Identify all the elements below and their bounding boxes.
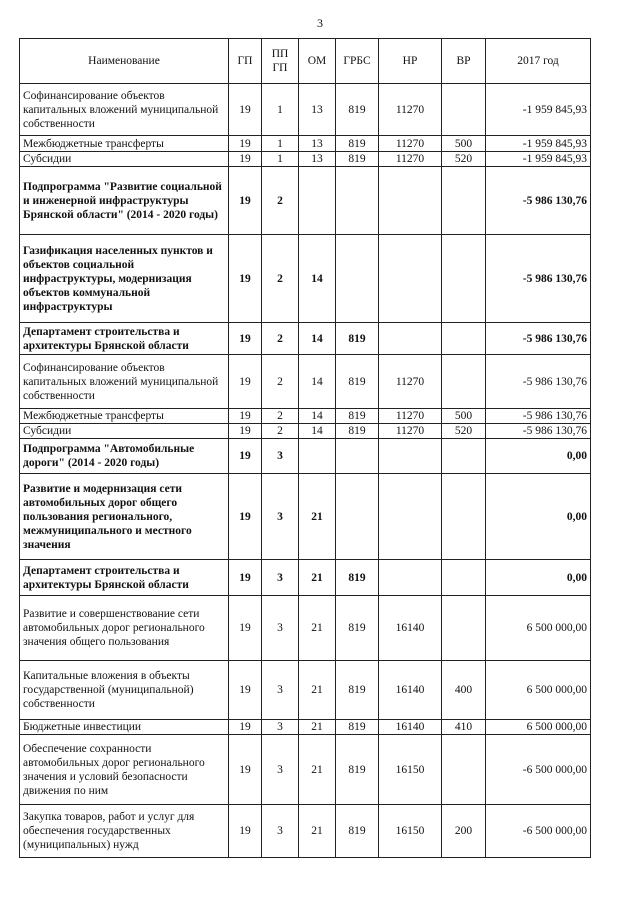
- cell-grbs: 819: [336, 355, 379, 409]
- col-header-ppgp: ПП ГП: [262, 39, 299, 84]
- cell-om: [299, 439, 336, 474]
- col-header-nr: НР: [379, 39, 442, 84]
- cell-grbs: 819: [336, 805, 379, 858]
- cell-grbs: 819: [336, 409, 379, 424]
- cell-vr: [442, 596, 486, 661]
- cell-gp: 19: [229, 720, 262, 735]
- col-header-year: 2017 год: [486, 39, 591, 84]
- cell-om: 13: [299, 136, 336, 152]
- cell-gp: 19: [229, 560, 262, 596]
- cell-grbs: 819: [336, 596, 379, 661]
- cell-amount: 6 500 000,00: [486, 720, 591, 735]
- cell-grbs: 819: [336, 152, 379, 167]
- cell-gp: 19: [229, 409, 262, 424]
- cell-name: Межбюджетные трансферты: [20, 136, 229, 152]
- cell-name: Департамент строительства и архитектуры Брянской области: [20, 560, 229, 596]
- table-row: [20, 439, 591, 474]
- table-row: [20, 323, 591, 355]
- cell-vr: 500: [442, 409, 486, 424]
- table-row: [20, 661, 591, 720]
- cell-amount: -6 500 000,00: [486, 805, 591, 858]
- col-header-gp: ГП: [229, 39, 262, 84]
- cell-om: 14: [299, 355, 336, 409]
- cell-grbs: 819: [336, 84, 379, 136]
- cell-grbs: [336, 474, 379, 560]
- table-row: [20, 805, 591, 858]
- cell-nr: 11270: [379, 355, 442, 409]
- cell-nr: 16150: [379, 735, 442, 805]
- cell-amount: -6 500 000,00: [486, 735, 591, 805]
- cell-grbs: 819: [336, 720, 379, 735]
- cell-vr: [442, 323, 486, 355]
- cell-name: Субсидии: [20, 152, 229, 167]
- cell-name: Подпрограмма "Автомобильные дороги" (2014 - 2020 годы): [20, 439, 229, 474]
- cell-gp: 19: [229, 805, 262, 858]
- cell-amount: 0,00: [486, 560, 591, 596]
- cell-amount: 0,00: [486, 474, 591, 560]
- cell-name: Департамент строительства и архитектуры Брянской области: [20, 323, 229, 355]
- table-row: [20, 152, 591, 167]
- col-header-grbs: ГРБС: [336, 39, 379, 84]
- cell-vr: [442, 439, 486, 474]
- cell-om: 14: [299, 424, 336, 439]
- cell-om: 14: [299, 409, 336, 424]
- cell-amount: -1 959 845,93: [486, 152, 591, 167]
- cell-grbs: 819: [336, 424, 379, 439]
- table-row: [20, 735, 591, 805]
- cell-vr: 200: [442, 805, 486, 858]
- cell-gp: 19: [229, 84, 262, 136]
- cell-ppgp: 3: [262, 560, 299, 596]
- cell-grbs: 819: [336, 560, 379, 596]
- cell-amount: -1 959 845,93: [486, 136, 591, 152]
- cell-gp: 19: [229, 424, 262, 439]
- cell-vr: [442, 560, 486, 596]
- cell-ppgp: 2: [262, 167, 299, 235]
- cell-vr: [442, 735, 486, 805]
- col-header-vr: ВР: [442, 39, 486, 84]
- cell-vr: 500: [442, 136, 486, 152]
- budget-table: [19, 38, 591, 858]
- cell-grbs: [336, 167, 379, 235]
- cell-vr: [442, 84, 486, 136]
- cell-ppgp: 3: [262, 439, 299, 474]
- cell-ppgp: 1: [262, 84, 299, 136]
- cell-nr: [379, 167, 442, 235]
- cell-om: 21: [299, 474, 336, 560]
- cell-vr: [442, 474, 486, 560]
- cell-nr: 11270: [379, 409, 442, 424]
- cell-om: [299, 167, 336, 235]
- cell-gp: 19: [229, 355, 262, 409]
- cell-amount: 0,00: [486, 439, 591, 474]
- cell-name: Развитие и модернизация сети автомобильных дорог общего пользования регионального, межмуниципального и местного значения: [20, 474, 229, 560]
- cell-gp: 19: [229, 439, 262, 474]
- cell-name: Газификация населенных пунктов и объектов социальной инфраструктуры, модернизация объектов коммунальной инфраструктуры: [20, 235, 229, 323]
- cell-ppgp: 2: [262, 424, 299, 439]
- cell-amount: -5 986 130,76: [486, 409, 591, 424]
- cell-gp: 19: [229, 596, 262, 661]
- cell-om: 21: [299, 661, 336, 720]
- cell-vr: 410: [442, 720, 486, 735]
- cell-grbs: 819: [336, 323, 379, 355]
- cell-vr: [442, 235, 486, 323]
- cell-ppgp: 3: [262, 661, 299, 720]
- cell-vr: 520: [442, 152, 486, 167]
- page-number: 3: [317, 16, 323, 30]
- cell-name: Капитальные вложения в объекты государственной (муниципальной) собственности: [20, 661, 229, 720]
- cell-gp: 19: [229, 235, 262, 323]
- cell-gp: 19: [229, 323, 262, 355]
- col-header-name: Наименование: [20, 39, 229, 84]
- cell-gp: 19: [229, 152, 262, 167]
- cell-amount: 6 500 000,00: [486, 596, 591, 661]
- cell-nr: [379, 560, 442, 596]
- table-row: [20, 84, 591, 136]
- table-row: [20, 560, 591, 596]
- cell-grbs: 819: [336, 735, 379, 805]
- cell-ppgp: 1: [262, 136, 299, 152]
- cell-ppgp: 3: [262, 474, 299, 560]
- cell-name: Закупка товаров, работ и услуг для обеспечения государственных (муниципальных) нужд: [20, 805, 229, 858]
- table-row: [20, 409, 591, 424]
- cell-nr: 16140: [379, 596, 442, 661]
- cell-nr: 11270: [379, 136, 442, 152]
- cell-vr: 400: [442, 661, 486, 720]
- cell-om: 21: [299, 596, 336, 661]
- table-row: [20, 355, 591, 409]
- col-header-om: ОМ: [299, 39, 336, 84]
- cell-nr: [379, 235, 442, 323]
- cell-ppgp: 3: [262, 596, 299, 661]
- cell-name: Софинансирование объектов капитальных вложений муниципальной собственности: [20, 355, 229, 409]
- cell-gp: 19: [229, 661, 262, 720]
- cell-nr: 11270: [379, 84, 442, 136]
- cell-grbs: 819: [336, 661, 379, 720]
- cell-grbs: 819: [336, 136, 379, 152]
- table-row: [20, 167, 591, 235]
- cell-name: Субсидии: [20, 424, 229, 439]
- cell-ppgp: 1: [262, 152, 299, 167]
- cell-ppgp: 2: [262, 235, 299, 323]
- cell-nr: 16140: [379, 720, 442, 735]
- header-row: [20, 39, 591, 84]
- cell-amount: -1 959 845,93: [486, 84, 591, 136]
- cell-vr: 520: [442, 424, 486, 439]
- cell-nr: 16150: [379, 805, 442, 858]
- cell-name: Софинансирование объектов капитальных вложений муниципальной собственности: [20, 84, 229, 136]
- table-row: [20, 720, 591, 735]
- cell-amount: -5 986 130,76: [486, 167, 591, 235]
- cell-om: 13: [299, 152, 336, 167]
- cell-ppgp: 2: [262, 323, 299, 355]
- cell-ppgp: 3: [262, 720, 299, 735]
- cell-nr: [379, 439, 442, 474]
- cell-amount: -5 986 130,76: [486, 424, 591, 439]
- cell-ppgp: 3: [262, 805, 299, 858]
- cell-amount: -5 986 130,76: [486, 235, 591, 323]
- table-row: [20, 235, 591, 323]
- cell-amount: -5 986 130,76: [486, 323, 591, 355]
- cell-nr: 11270: [379, 424, 442, 439]
- cell-vr: [442, 355, 486, 409]
- table-row: [20, 596, 591, 661]
- cell-gp: 19: [229, 136, 262, 152]
- cell-amount: 6 500 000,00: [486, 661, 591, 720]
- cell-nr: 11270: [379, 152, 442, 167]
- cell-om: 21: [299, 735, 336, 805]
- cell-name: Развитие и совершенствование сети автомобильных дорог регионального значения общего пользования: [20, 596, 229, 661]
- cell-vr: [442, 167, 486, 235]
- cell-nr: 16140: [379, 661, 442, 720]
- cell-om: 21: [299, 560, 336, 596]
- cell-om: 13: [299, 84, 336, 136]
- cell-gp: 19: [229, 474, 262, 560]
- table-row: [20, 424, 591, 439]
- cell-ppgp: 3: [262, 735, 299, 805]
- cell-gp: 19: [229, 167, 262, 235]
- cell-name: Межбюджетные трансферты: [20, 409, 229, 424]
- table-row: [20, 474, 591, 560]
- cell-name: Подпрограмма "Развитие социальной и инженерной инфраструктуры Брянской области" (2014 - 2020 годы): [20, 167, 229, 235]
- cell-nr: [379, 474, 442, 560]
- cell-grbs: [336, 235, 379, 323]
- cell-nr: [379, 323, 442, 355]
- cell-ppgp: 2: [262, 355, 299, 409]
- cell-ppgp: 2: [262, 409, 299, 424]
- table-body: [20, 84, 591, 858]
- cell-grbs: [336, 439, 379, 474]
- cell-om: 14: [299, 323, 336, 355]
- cell-om: 14: [299, 235, 336, 323]
- table-row: [20, 136, 591, 152]
- cell-name: Бюджетные инвестиции: [20, 720, 229, 735]
- cell-gp: 19: [229, 735, 262, 805]
- cell-om: 21: [299, 720, 336, 735]
- cell-name: Обеспечение сохранности автомобильных дорог регионального значения и условий безопасности движения по ним: [20, 735, 229, 805]
- cell-om: 21: [299, 805, 336, 858]
- cell-amount: -5 986 130,76: [486, 355, 591, 409]
